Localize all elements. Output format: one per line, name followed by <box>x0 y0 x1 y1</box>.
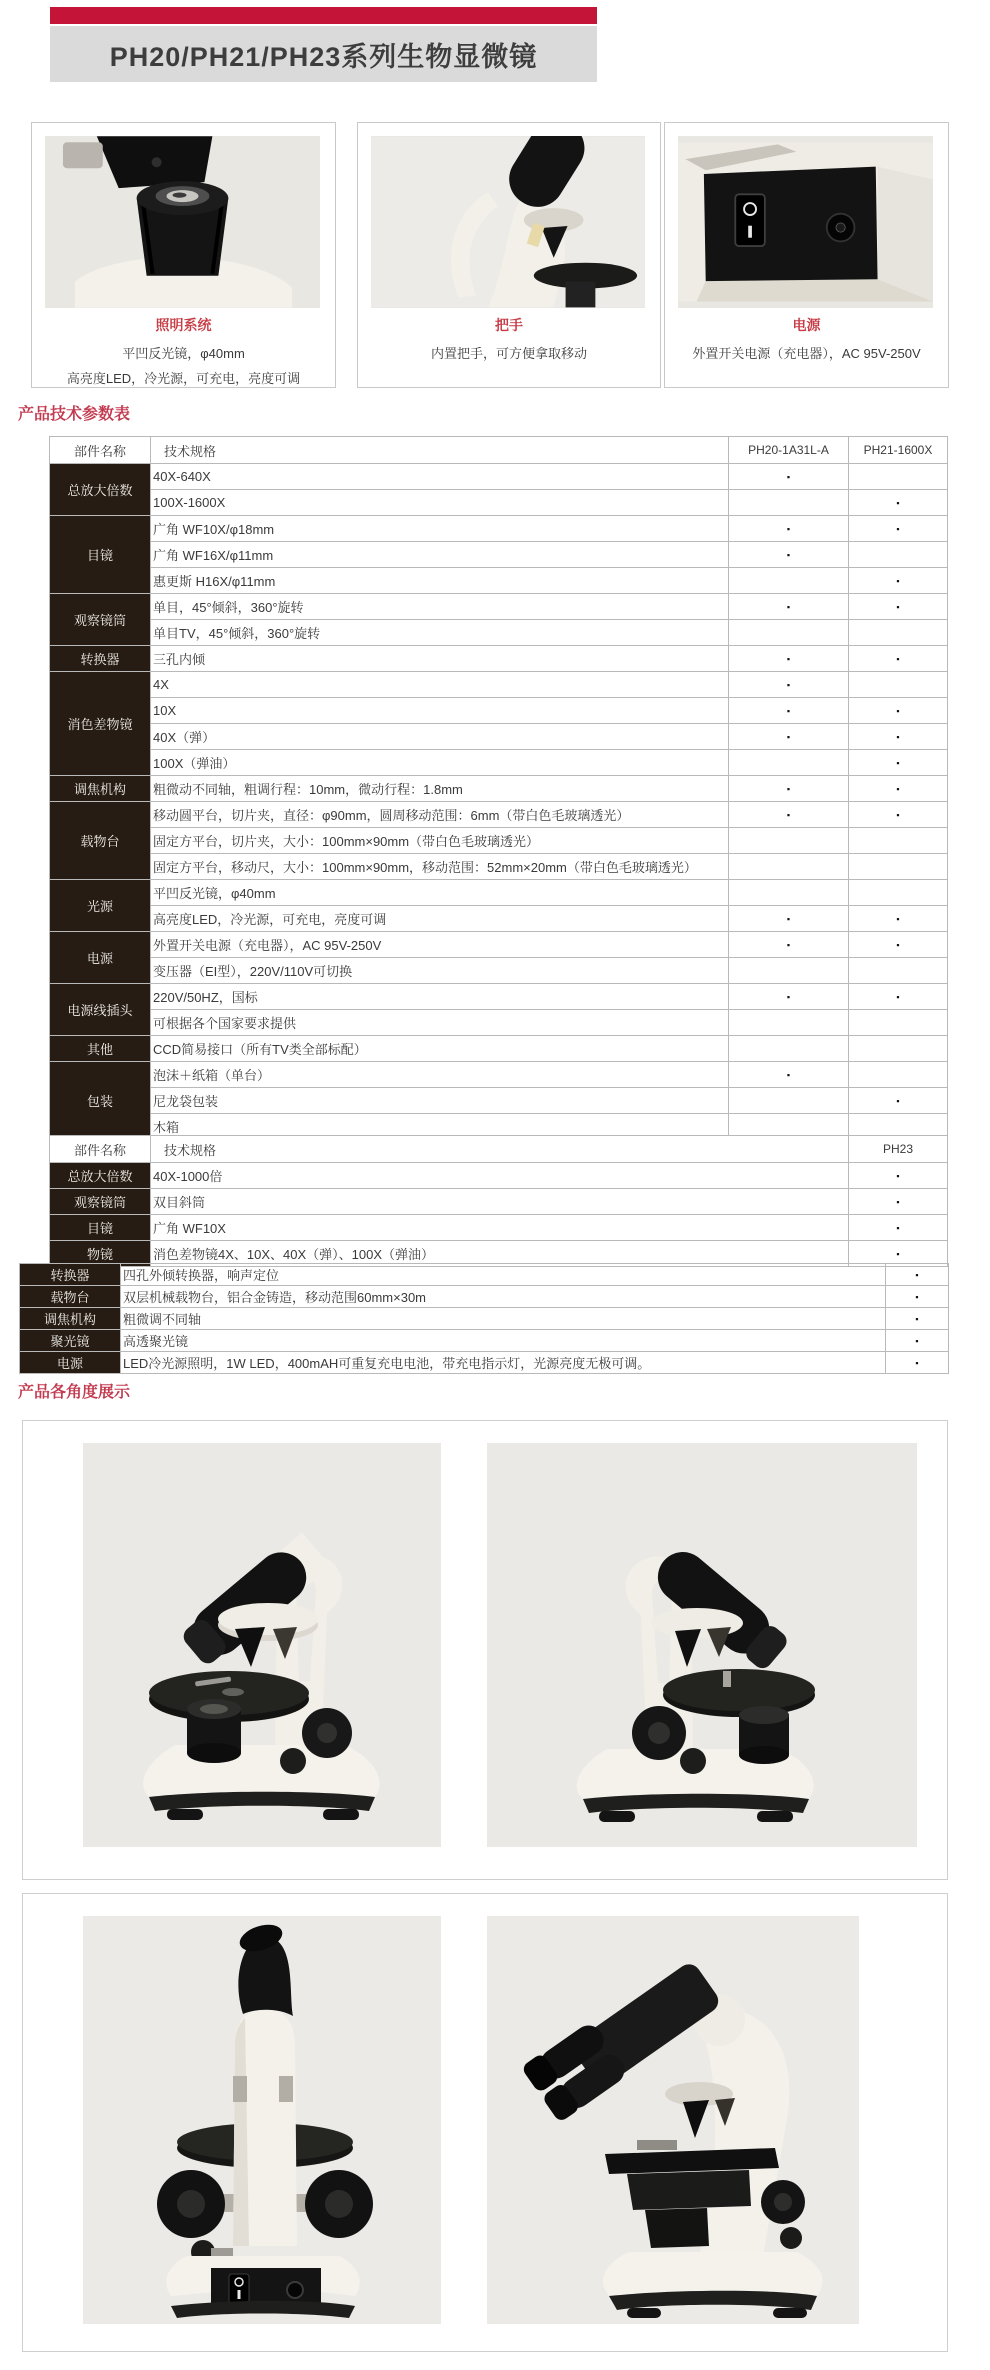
power-photo <box>678 136 933 308</box>
table-row <box>20 1308 949 1330</box>
illumination-closeup-illustration <box>45 136 320 308</box>
availability-cell: ▪ <box>849 750 948 776</box>
availability-cell <box>849 1036 948 1062</box>
spec-cell: 双目斜筒 <box>151 1189 849 1215</box>
component-name-cell: 观察镜筒 <box>50 1189 151 1215</box>
table-row <box>50 1088 948 1114</box>
spec-cell: 可根据各个国家要求提供 <box>151 1010 729 1036</box>
availability-cell: ▪ <box>729 724 849 750</box>
availability-cell: ▪ <box>729 698 849 724</box>
availability-cell: ▪ <box>729 646 849 672</box>
spec-cell: 高亮度LED，冷光源，可充电，亮度可调 <box>151 906 729 932</box>
card-description <box>358 341 660 366</box>
col-header-spec: 技术规格 <box>151 437 729 464</box>
table-row <box>50 594 948 620</box>
spec-cell: 外置开关电源（充电器），AC 95V-250V <box>151 932 729 958</box>
card-description <box>32 341 335 391</box>
card-caption: 把手 <box>495 317 523 333</box>
monocular-rear-illustration <box>83 1916 441 2324</box>
card-description <box>665 341 948 366</box>
table-row <box>20 1286 949 1308</box>
spec-cell: 变压器（EI型），220V/110V可切换 <box>151 958 729 984</box>
spec-cell: 高透聚光镜 <box>121 1330 886 1352</box>
handle-photo <box>371 136 645 308</box>
component-name-cell: 转换器 <box>50 646 151 672</box>
table-row <box>50 1062 948 1088</box>
availability-cell: ▪ <box>729 464 849 490</box>
table-row <box>50 828 948 854</box>
availability-cell: ▪ <box>729 984 849 1010</box>
component-name-cell: 目镜 <box>50 1215 151 1241</box>
table-row <box>50 1189 948 1215</box>
card-caption: 电源 <box>792 317 821 333</box>
spec-cell: 双层机械载物台，铝合金铸造，移动范围60mm×30m <box>121 1286 886 1308</box>
feature-card-illumination <box>31 122 336 388</box>
spec-cell: 广角 WF10X <box>151 1215 849 1241</box>
availability-cell: ▪ <box>729 932 849 958</box>
gallery-box-1 <box>22 1420 948 1880</box>
component-name-cell: 调焦机构 <box>50 776 151 802</box>
availability-cell: ▪ <box>729 1062 849 1088</box>
availability-cell <box>849 672 948 698</box>
card-desc-line: 高亮度LED，冷光源，可充电，亮度可调 <box>66 371 301 386</box>
availability-cell <box>849 542 948 568</box>
component-name-cell: 载物台 <box>20 1286 121 1308</box>
spec-table-1 <box>49 436 947 1140</box>
availability-cell: ▪ <box>849 646 948 672</box>
spec-cell: 木箱 <box>151 1114 729 1140</box>
component-name-cell: 观察镜筒 <box>50 594 151 646</box>
col-header-component: 部件名称 <box>50 437 151 464</box>
availability-cell: ▪ <box>886 1308 949 1330</box>
table-row <box>50 776 948 802</box>
microscope-photo-front-left <box>83 1443 441 1847</box>
spec-cell: 100X-1600X <box>151 490 729 516</box>
availability-cell <box>849 620 948 646</box>
component-name-cell: 总放大倍数 <box>50 464 151 516</box>
spec-cell: 广角 WF16X/φ11mm <box>151 542 729 568</box>
binocular-angled-illustration <box>487 1916 859 2324</box>
availability-cell: ▪ <box>729 672 849 698</box>
availability-cell <box>729 1036 849 1062</box>
availability-cell: ▪ <box>849 932 948 958</box>
table-row <box>50 672 948 698</box>
monocular-front-left-illustration <box>83 1443 441 1847</box>
table-row <box>50 1215 948 1241</box>
spec-cell: 220V/50HZ，国标 <box>151 984 729 1010</box>
availability-cell: ▪ <box>849 516 948 542</box>
table-row <box>50 1163 948 1189</box>
microscope-photo-right-side <box>487 1443 917 1847</box>
microscope-photo-binocular <box>487 1916 859 2324</box>
table-row <box>50 1010 948 1036</box>
component-name-cell: 电源 <box>50 932 151 984</box>
handle-closeup-illustration <box>371 136 645 308</box>
feature-card-handle <box>357 122 661 388</box>
availability-cell <box>849 828 948 854</box>
table-row <box>50 802 948 828</box>
spec-cell: 尼龙袋包装 <box>151 1088 729 1114</box>
table-row <box>50 906 948 932</box>
spec-cell: 100X（弹油） <box>151 750 729 776</box>
availability-cell <box>849 1010 948 1036</box>
col-header-ph21: PH21-1600X <box>849 437 948 464</box>
table-row <box>50 932 948 958</box>
table-header-row <box>50 437 948 464</box>
gallery-section-title: 产品各角度展示 <box>18 1384 131 1401</box>
table-row <box>50 750 948 776</box>
availability-cell: ▪ <box>729 594 849 620</box>
spec-cell: 固定方平台，切片夹，大小：100mm×90mm（带白色毛玻璃透光） <box>151 828 729 854</box>
spec-cell: 移动圆平台，切片夹，直径：φ90mm，圆周移动范围：6mm（带白色毛玻璃透光） <box>151 802 729 828</box>
spec-cell: 10X <box>151 698 729 724</box>
table-header-row <box>50 1136 948 1163</box>
table-row <box>50 1036 948 1062</box>
availability-cell: ▪ <box>849 698 948 724</box>
availability-cell <box>849 854 948 880</box>
component-name-cell: 总放大倍数 <box>50 1163 151 1189</box>
spec-table-2-upper <box>49 1135 947 1267</box>
component-name-cell: 电源线插头 <box>50 984 151 1036</box>
availability-cell <box>729 958 849 984</box>
table-row <box>20 1264 949 1286</box>
availability-cell <box>729 620 849 646</box>
table-row <box>50 984 948 1010</box>
component-name-cell: 包装 <box>50 1062 151 1140</box>
component-name-cell: 载物台 <box>50 802 151 880</box>
availability-cell: ▪ <box>729 802 849 828</box>
spec-cell: 单目，45°倾斜，360°旋转 <box>151 594 729 620</box>
monocular-right-side-illustration <box>487 1443 917 1847</box>
table-row <box>50 724 948 750</box>
spec-cell: 惠更斯 H16X/φ11mm <box>151 568 729 594</box>
spec-cell: 三孔内倾 <box>151 646 729 672</box>
availability-cell: ▪ <box>849 1241 948 1267</box>
table-row <box>50 958 948 984</box>
availability-cell <box>849 464 948 490</box>
availability-cell: ▪ <box>849 1189 948 1215</box>
availability-cell: ▪ <box>729 542 849 568</box>
spec-cell: 四孔外倾转换器，响声定位 <box>121 1264 886 1286</box>
component-name-cell: 目镜 <box>50 516 151 594</box>
card-desc-line: 内置把手，可方便拿取移动 <box>430 346 587 361</box>
card-caption: 照明系统 <box>155 317 212 333</box>
availability-cell: ▪ <box>886 1330 949 1352</box>
availability-cell: ▪ <box>849 776 948 802</box>
availability-cell: ▪ <box>849 1215 948 1241</box>
spec-cell: 单目TV，45°倾斜，360°旋转 <box>151 620 729 646</box>
spec-cell: 4X <box>151 672 729 698</box>
card-desc-line: 外置开关电源（充电器），AC 95V-250V <box>692 346 921 361</box>
spec-cell: 平凹反光镜，φ40mm <box>151 880 729 906</box>
spec-section-title: 产品技术参数表 <box>18 406 131 423</box>
page-title: PH20/PH21/PH23系列生物显微镜 <box>50 26 597 82</box>
availability-cell: ▪ <box>729 516 849 542</box>
table-row <box>50 490 948 516</box>
availability-cell: ▪ <box>849 802 948 828</box>
availability-cell: ▪ <box>849 594 948 620</box>
feature-card-power <box>664 122 949 388</box>
component-name-cell: 转换器 <box>20 1264 121 1286</box>
availability-cell <box>729 828 849 854</box>
availability-cell: ▪ <box>849 906 948 932</box>
availability-cell <box>729 490 849 516</box>
availability-cell: ▪ <box>729 906 849 932</box>
header-accent-bar <box>50 7 597 24</box>
component-name-cell: 光源 <box>50 880 151 932</box>
availability-cell <box>729 854 849 880</box>
table-row <box>50 464 948 490</box>
availability-cell: ▪ <box>849 984 948 1010</box>
availability-cell: ▪ <box>849 568 948 594</box>
spec-cell: 粗微动不同轴，粗调行程：10mm，微动行程：1.8mm <box>151 776 729 802</box>
spec-cell: 40X-640X <box>151 464 729 490</box>
availability-cell <box>729 880 849 906</box>
availability-cell <box>729 750 849 776</box>
component-name-cell: 调焦机构 <box>20 1308 121 1330</box>
illumination-photo <box>45 136 320 308</box>
col-header-ph20: PH20-1A31L-A <box>729 437 849 464</box>
availability-cell <box>729 568 849 594</box>
table-row <box>20 1330 949 1352</box>
card-desc-line: 平凹反光镜，φ40mm <box>122 346 245 361</box>
table-row <box>20 1352 949 1374</box>
spec-cell: CCD简易接口（所有TV类全部标配） <box>151 1036 729 1062</box>
table-row <box>50 698 948 724</box>
spec-table-2-lower <box>19 1263 948 1374</box>
availability-cell: ▪ <box>729 776 849 802</box>
power-panel-illustration <box>678 136 933 308</box>
availability-cell: ▪ <box>886 1352 949 1374</box>
availability-cell: ▪ <box>849 1088 948 1114</box>
col-header-ph23: PH23 <box>849 1136 948 1163</box>
component-name-cell: 其他 <box>50 1036 151 1062</box>
spec-cell: 广角 WF10X/φ18mm <box>151 516 729 542</box>
table-row <box>50 854 948 880</box>
component-name-cell: 聚光镜 <box>20 1330 121 1352</box>
spec-cell: LED冷光源照明，1W LED，400mAH可重复充电电池，带充电指示灯，光源亮度无极可调。 <box>121 1352 886 1374</box>
component-name-cell: 物镜 <box>50 1241 151 1267</box>
table-row <box>50 646 948 672</box>
table-row <box>50 620 948 646</box>
table-row <box>50 516 948 542</box>
component-name-cell: 电源 <box>20 1352 121 1374</box>
col-header-spec: 技术规格 <box>151 1136 849 1163</box>
spec-cell: 消色差物镜4X、10X、40X（弹）、100X（弹油） <box>151 1241 849 1267</box>
component-name-cell: 消色差物镜 <box>50 672 151 776</box>
availability-cell: ▪ <box>849 724 948 750</box>
availability-cell <box>849 958 948 984</box>
gallery-box-2 <box>22 1893 948 2352</box>
availability-cell <box>729 1088 849 1114</box>
table-row <box>50 542 948 568</box>
spec-cell: 固定方平台，移动尺，大小：100mm×90mm，移动范围：52mm×20mm（带白色毛玻璃透光） <box>151 854 729 880</box>
table-row <box>50 568 948 594</box>
spec-cell: 40X（弹） <box>151 724 729 750</box>
availability-cell: ▪ <box>886 1264 949 1286</box>
availability-cell <box>729 1010 849 1036</box>
col-header-component: 部件名称 <box>50 1136 151 1163</box>
spec-cell: 40X-1000倍 <box>151 1163 849 1189</box>
availability-cell: ▪ <box>849 1163 948 1189</box>
availability-cell <box>849 1062 948 1088</box>
microscope-photo-rear <box>83 1916 441 2324</box>
table-row <box>50 880 948 906</box>
spec-cell: 泡沫＋纸箱（单台） <box>151 1062 729 1088</box>
availability-cell: ▪ <box>849 490 948 516</box>
spec-cell: 粗微调不同轴 <box>121 1308 886 1330</box>
availability-cell: ▪ <box>886 1286 949 1308</box>
availability-cell <box>849 880 948 906</box>
